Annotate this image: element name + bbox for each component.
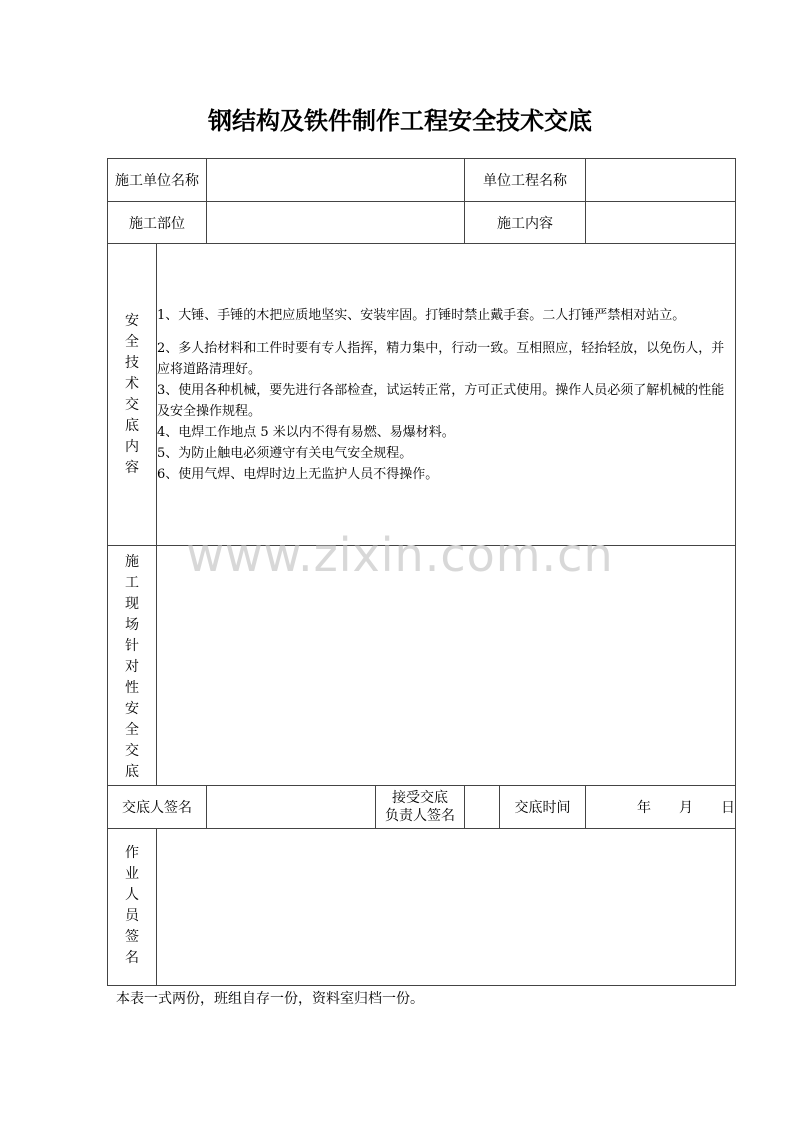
label-char: 交 <box>125 396 139 413</box>
label-char: 名 <box>125 950 139 966</box>
label-char: 针 <box>125 638 139 654</box>
safety-item: 6、使用气焊、电焊时边上无监护人员不得操作。 <box>157 466 439 482</box>
label-char: 性 <box>125 680 139 696</box>
watermark: www.zixin.com.cn <box>186 528 614 582</box>
receiver-signature-label <box>376 786 465 829</box>
worker-signature-label <box>108 829 157 986</box>
unit-name-label: 施工单位名称 <box>108 159 207 202</box>
disclosure-time-label: 交底时间 <box>500 786 586 829</box>
disclosure-date-value[interactable] <box>586 786 736 829</box>
safety-content-body <box>157 244 736 546</box>
label-char: 技 <box>125 354 139 371</box>
safety-item: 3、使用各种机械，要先进行各部检查，试运转正常，方可正式使用。操作人员必须了解机械的性能及安全操作规程。 <box>157 382 725 419</box>
safety-item: 2、多人抬材料和工件时要有专人指挥，精力集中，行动一致。互相照应，轻抬轻放，以免伤人，并应将道路清理好。 <box>157 340 725 377</box>
label-char: 场 <box>125 617 139 633</box>
discloser-signature-label: 交底人签名 <box>108 786 207 829</box>
label-char: 底 <box>125 417 139 434</box>
label-char: 全 <box>125 333 139 350</box>
label-char: 工 <box>125 575 139 591</box>
label-char: 安 <box>125 701 139 717</box>
receiver-label-line2: 负责人签名 <box>385 808 455 824</box>
worker-signature-body[interactable] <box>157 829 736 986</box>
discloser-signature-value[interactable] <box>207 786 376 829</box>
label-char: 作 <box>125 845 139 861</box>
construction-part-value[interactable] <box>207 202 465 244</box>
safety-item: 4、电焊工作地点 5 米以内不得有易燃、易爆材料。 <box>157 424 455 440</box>
label-char: 员 <box>125 908 139 924</box>
construction-part-label: 施工部位 <box>108 202 207 244</box>
safety-content-label <box>108 244 157 546</box>
label-char: 安 <box>125 312 139 329</box>
construction-content-value[interactable] <box>586 202 736 244</box>
project-name-label: 单位工程名称 <box>465 159 586 202</box>
label-char: 容 <box>125 459 139 476</box>
year-label: 年 <box>637 800 651 816</box>
label-char: 术 <box>125 375 139 392</box>
label-char: 交 <box>125 743 139 759</box>
label-char: 现 <box>125 596 139 612</box>
safety-item: 1、大锤、手锤的木把应质地坚实、安装牢固。打锤时禁止戴手套。二人打锤严禁相对站立。 <box>157 307 686 323</box>
label-char: 内 <box>125 438 139 455</box>
footer-note: 本表一式两份，班组自存一份，资料室归档一份。 <box>116 991 424 1007</box>
label-char: 签 <box>125 929 139 945</box>
label-char: 业 <box>125 866 139 882</box>
construction-content-label: 施工内容 <box>465 202 586 244</box>
day-label: 日 <box>721 800 735 816</box>
project-name-value[interactable] <box>586 159 736 202</box>
month-label: 月 <box>679 800 693 816</box>
page-title: 钢结构及铁件制作工程安全技术交底 <box>208 107 592 135</box>
unit-name-value[interactable] <box>207 159 465 202</box>
label-char: 全 <box>125 722 139 738</box>
label-char: 对 <box>125 659 139 675</box>
label-char: 人 <box>125 887 139 903</box>
label-char: 底 <box>125 764 139 780</box>
receiver-label-line1: 接受交底 <box>392 790 448 806</box>
safety-item: 5、为防止触电必须遵守有关电气安全规程。 <box>157 445 413 461</box>
receiver-signature-value[interactable] <box>465 786 500 829</box>
label-char: 施 <box>125 554 139 570</box>
